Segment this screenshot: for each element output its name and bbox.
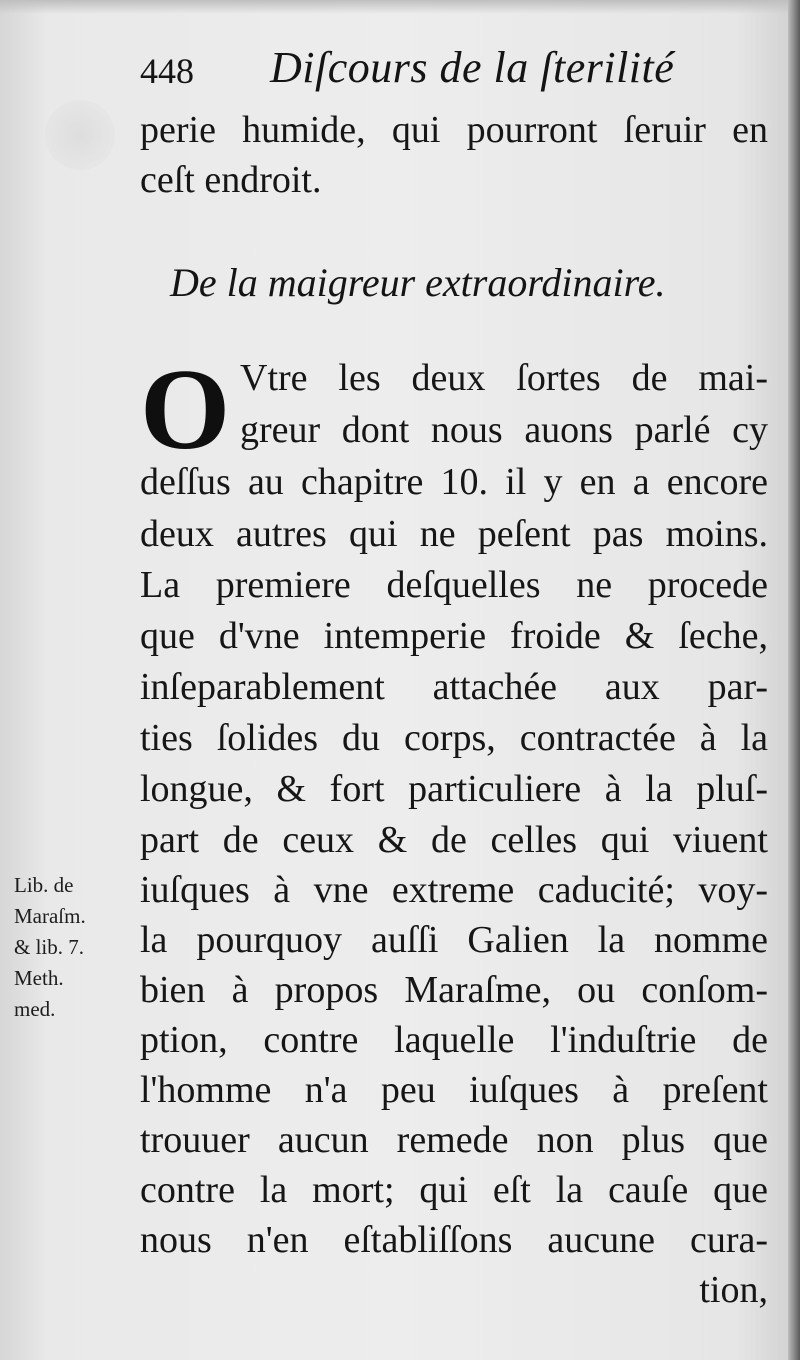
text-line: perie humide, qui pourront ſeruir en bbox=[140, 109, 768, 151]
text-line: l'homme n'a peu iuſques à preſent bbox=[140, 1069, 768, 1111]
text-line: Vtre les deux ſortes de mai- bbox=[240, 357, 768, 399]
text-line: inſeparablement attachée aux par- bbox=[140, 666, 768, 708]
page-top-shadow bbox=[0, 0, 800, 14]
paper-stain bbox=[45, 100, 115, 170]
text-line: ceſt endroit. bbox=[140, 159, 322, 201]
margin-note-line: Lib. de bbox=[14, 873, 74, 897]
text-line: que d'vne intemperie froide & ſeche, bbox=[140, 615, 768, 657]
margin-note-line: Meth. bbox=[14, 966, 64, 990]
margin-note-line: med. bbox=[14, 997, 56, 1021]
page-right-edge bbox=[788, 0, 800, 1360]
page-header bbox=[140, 42, 770, 98]
catchword: tion, bbox=[699, 1269, 768, 1311]
text-line: iuſques à vne extreme caducité; voy- bbox=[140, 869, 768, 911]
text-line: la pourquoy auſſi Galien la nomme bbox=[140, 919, 768, 961]
text-line: deſſus au chapitre 10. il y en a encore bbox=[140, 461, 768, 503]
page-number: 448 bbox=[140, 51, 194, 91]
section-heading: De la maigreur extraordinaire. bbox=[170, 260, 666, 305]
text-line: part de ceux & de celles qui viuent bbox=[140, 819, 768, 861]
text-line: La premiere deſquelles ne procede bbox=[140, 564, 768, 606]
margin-note-line: & lib. 7. bbox=[14, 935, 85, 959]
margin-note-line: Maraſm. bbox=[14, 904, 86, 928]
text-line: ption, contre laquelle l'induſtrie de bbox=[140, 1019, 768, 1061]
text-line: trouuer aucun remede non plus que bbox=[140, 1119, 768, 1161]
text-line: deux autres qui ne peſent pas moins. bbox=[140, 513, 768, 555]
running-title: Diſcours de la ſterilité bbox=[270, 43, 675, 92]
text-line: longue, & fort particuliere à la pluſ- bbox=[140, 768, 768, 810]
text-line: ties ſolides du corps, contractée à la bbox=[140, 717, 768, 759]
text-line: nous n'en eſtabliſſons aucune cura- bbox=[140, 1219, 768, 1261]
text-line: greur dont nous auons parlé cy bbox=[240, 409, 768, 451]
drop-cap: O bbox=[140, 346, 231, 474]
text-line: bien à propos Maraſme, ou conſom- bbox=[140, 969, 768, 1011]
text-line: contre la mort; qui eſt la cauſe que bbox=[140, 1169, 768, 1211]
margin-note bbox=[14, 870, 124, 1025]
